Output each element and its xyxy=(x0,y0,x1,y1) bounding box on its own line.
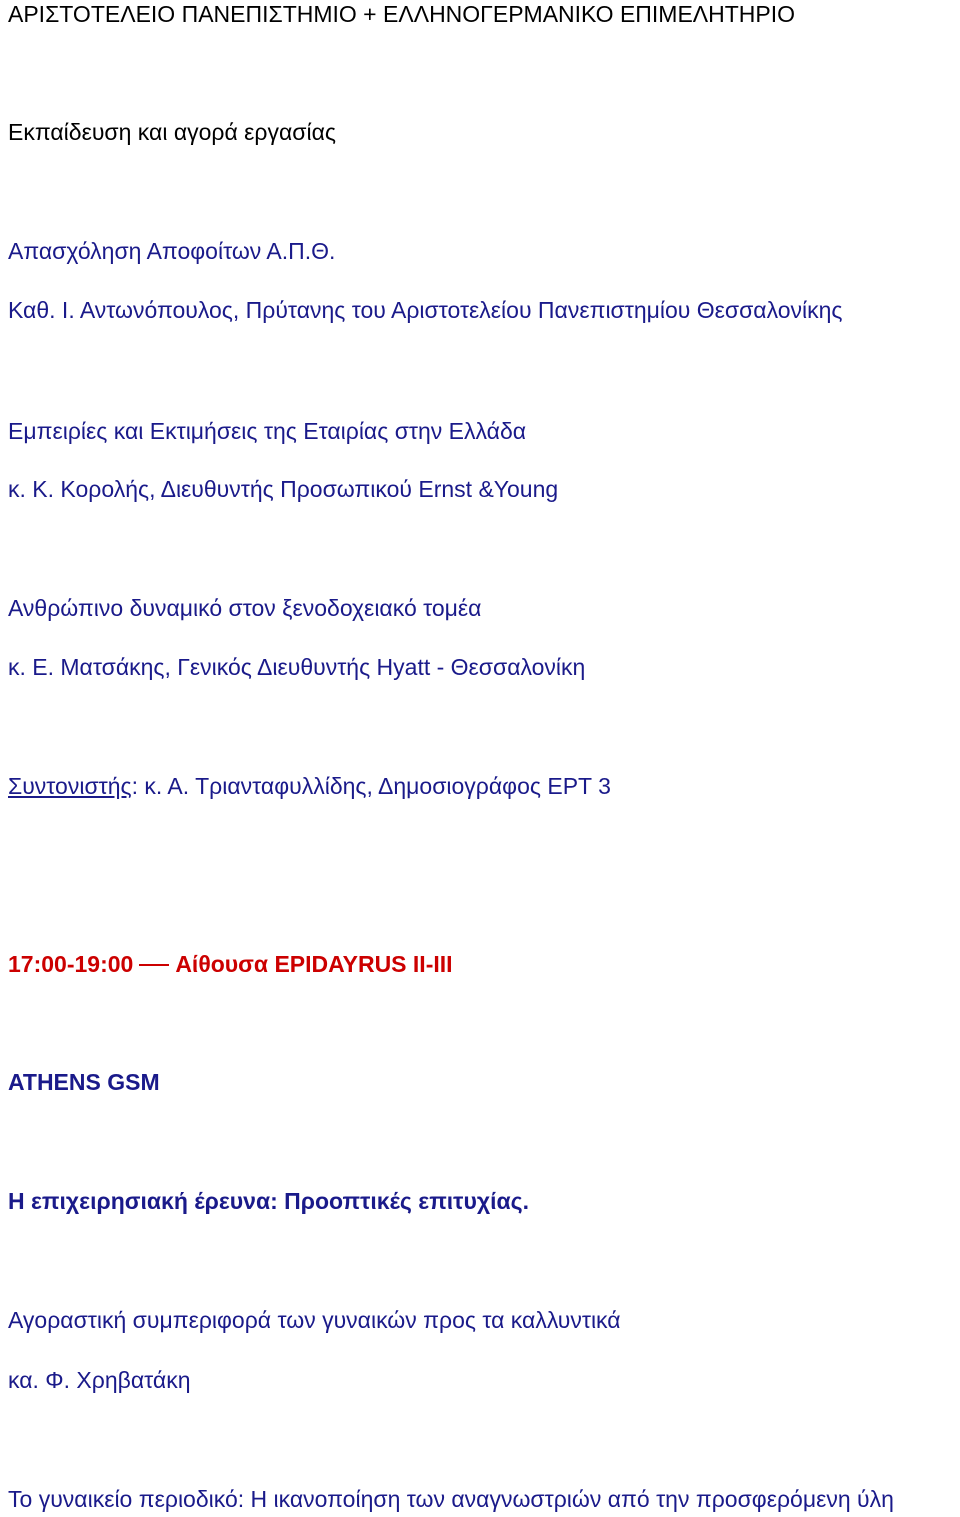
talk-title: Το γυναικείο περιοδικό: Η ικανοποίηση των αναγνωστριών από την προσφερόμενη ύλη xyxy=(8,1486,894,1512)
talk-title: Αγοραστική συμπεριφορά των γυναικών προς τα καλλυντικά xyxy=(8,1307,621,1333)
session-time: 17:00-19:00 xyxy=(8,951,134,977)
talk-speaker: κ. Ε. Ματσάκης, Γενικός Διευθυντής Hyatt - Θεσσαλονίκη xyxy=(8,654,586,680)
talk-title: Ανθρώπινο δυναμικό στον ξενοδοχειακό τομέα xyxy=(8,595,482,621)
dash-separator xyxy=(139,964,169,966)
talk-speaker: κα. Φ. Χρηβατάκη xyxy=(8,1367,191,1393)
moderator-text: : κ. Α. Τριανταφυλλίδης, Δημοσιογράφος ΕΡΤ 3 xyxy=(131,773,611,799)
session-2-title: Η επιχειρησιακή έρευνα: Προοπτικές επιτυχίας. xyxy=(8,1188,529,1214)
session-title: Εκπαίδευση και αγορά εργασίας xyxy=(8,119,336,145)
session-time-room xyxy=(8,950,453,978)
institution-title: ΑΡΙΣΤΟΤΕΛΕΙΟ ΠΑΝΕΠΙΣΤΗΜΙΟ + ΕΛΛΗΝΟΓΕΡΜΑΝΙΚΟ ΕΠΙΜΕΛΗΤΗΡΙΟ xyxy=(8,1,796,27)
moderator-label: Συντονιστής xyxy=(8,773,132,799)
session-room: Αίθουσα EPIDAYRUS II-III xyxy=(175,951,453,977)
talk-speaker: Καθ. Ι. Αντωνόπουλος, Πρύτανης του Αριστοτελείου Πανεπιστημίου Θεσσαλονίκης xyxy=(8,297,843,323)
session-sponsor: ATHENS GSM xyxy=(8,1069,160,1095)
talk-speaker: κ. Κ. Κορολής, Διευθυντής Προσωπικού Ernst &Young xyxy=(8,476,559,502)
moderator-line xyxy=(8,772,611,800)
talk-title: Εμπειρίες και Εκτιμήσεις της Εταιρίας στην Ελλάδα xyxy=(8,418,527,444)
talk-title: Απασχόληση Αποφοίτων Α.Π.Θ. xyxy=(8,238,336,264)
